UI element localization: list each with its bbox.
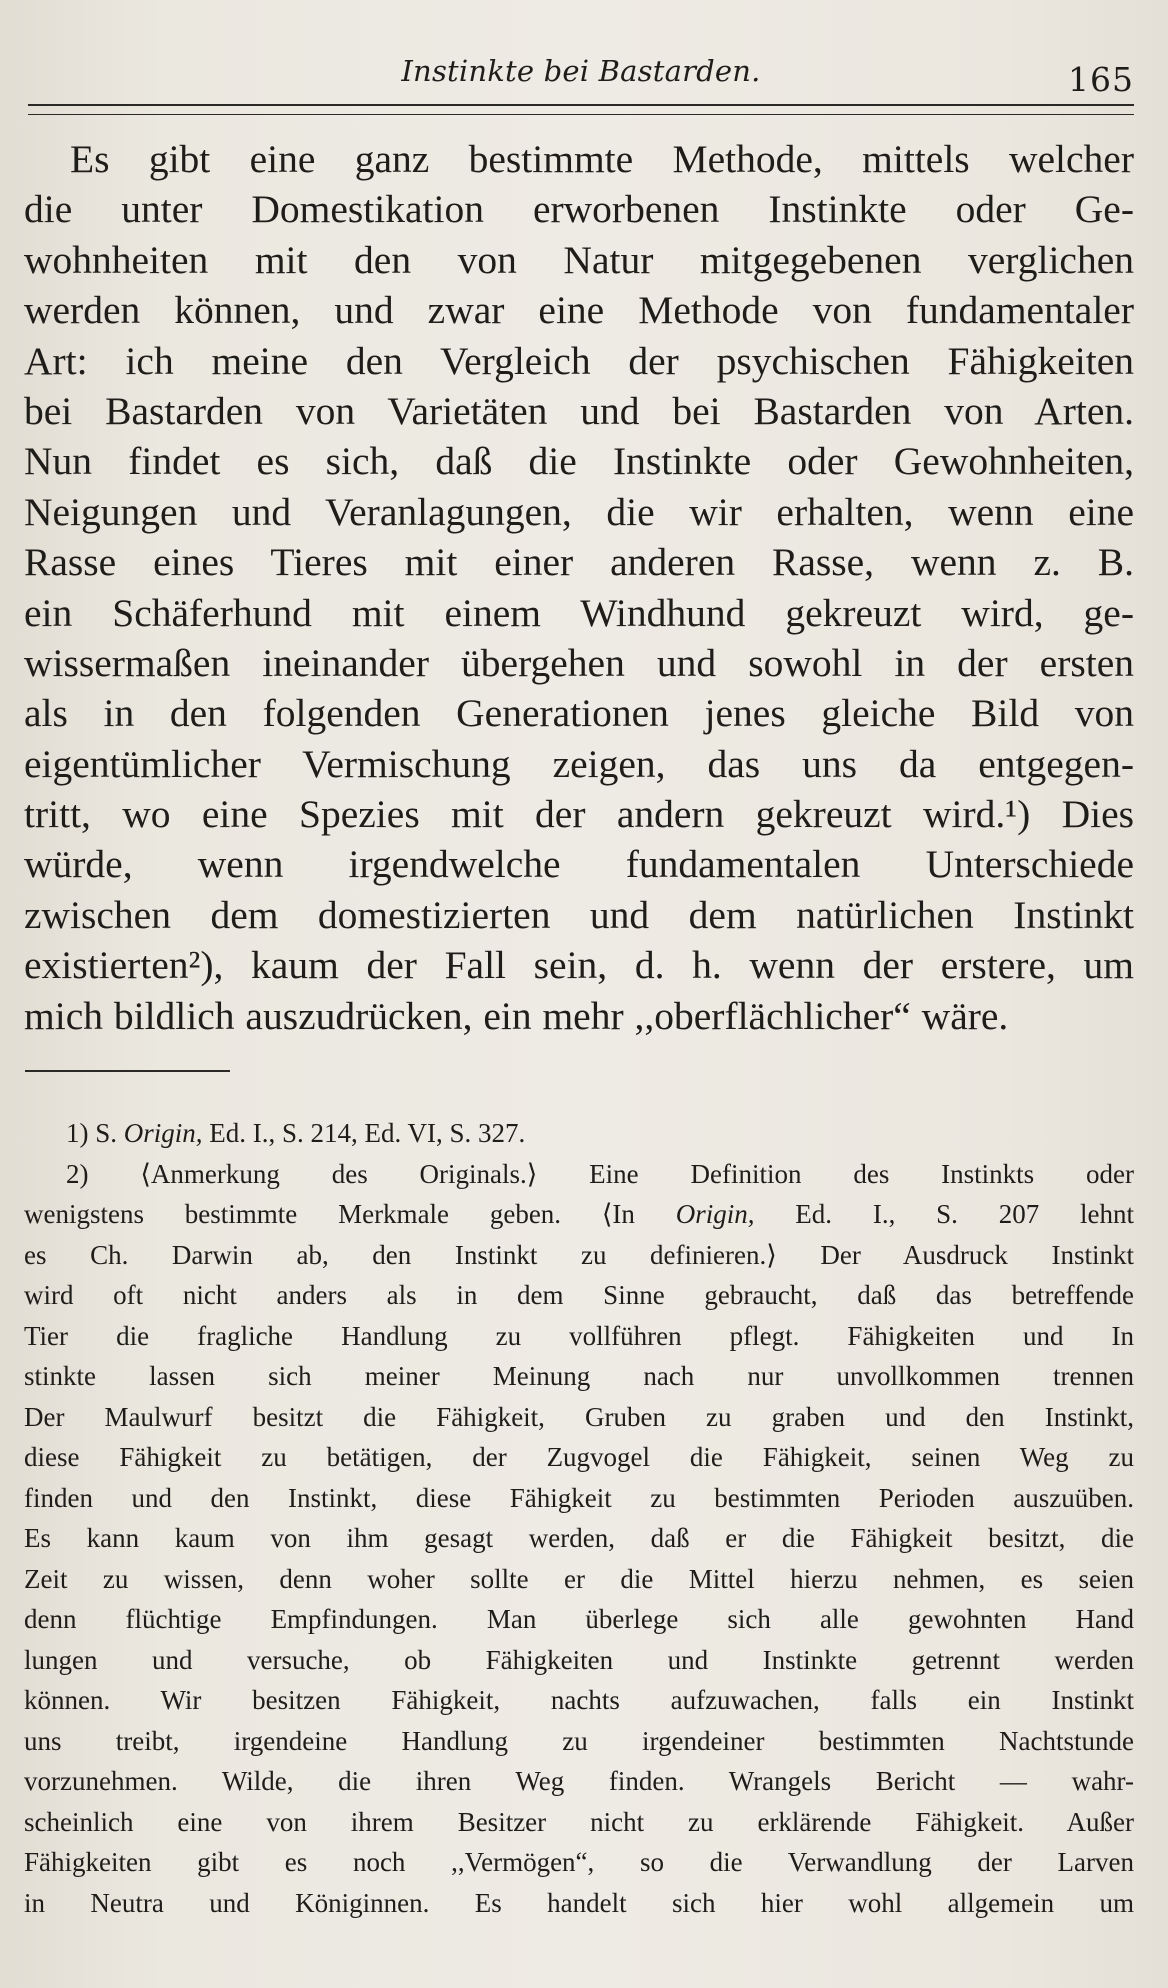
text-line: wohnheiten mit den von Natur mitgegebenen verglichen <box>24 237 1134 282</box>
text-line: Neigungen und Veranlagungen, die wir erhalten, wenn eine <box>24 489 1134 534</box>
text-line: existierten²), kaum der Fall sein, d. h. wenn der erstere, um <box>24 943 1134 988</box>
text-line: Art: ich meine den Vergleich der psychischen Fähigkeiten <box>24 338 1134 383</box>
footnote-2-line: Es kann kaum von ihm gesagt werden, daß er die Fähigkeit besitzt, die <box>24 1523 1134 1553</box>
footnotes <box>24 1113 1134 1923</box>
text-line: Es gibt eine ganz bestimmte Methode, mittels welcher <box>70 137 1134 181</box>
text-line: wissermaßen ineinander übergehen und sowohl in der ersten <box>24 640 1134 685</box>
footnote-text: Ed. I., S. 207 lehnt <box>795 1199 1134 1229</box>
footnote-2-line: in Neutra und Königinnen. Es handelt sich hier wohl allgemein um <box>24 1887 1134 1918</box>
footnote-2-line: es Ch. Darwin ab, den Instinkt zu definieren.⟩ Der Ausdruck Instinkt <box>24 1239 1134 1270</box>
text-line: tritt, wo eine Spezies mit der andern gekreuzt wird.¹) Dies <box>24 792 1134 837</box>
text-line: die unter Domestikation erworbenen Instinkte oder Ge- <box>24 187 1134 232</box>
footnote-2-line: können. Wir besitzen Fähigkeit, nachts aufzuwachen, falls ein Instinkt <box>24 1685 1134 1715</box>
footnote-2-line <box>24 1154 1134 1195</box>
text-line: als in den folgenden Generationen jenes gleiche Bild von <box>24 691 1134 736</box>
text-line: würde, wenn irgendwelche fundamentalen Unterschiede <box>24 842 1134 887</box>
footnote-2-line: denn flüchtige Empfindungen. Man überlege sich alle gewohnten Hand <box>24 1604 1134 1634</box>
footnote-1 <box>24 1113 1134 1154</box>
footnote-2-line: lungen und versuche, ob Fähigkeiten und Instinkte getrennt werden <box>24 1644 1134 1675</box>
footnote-2-line: Zeit zu wissen, denn woher sollte er die Mittel hierzu nehmen, es seien <box>24 1563 1134 1594</box>
footnote-2-line: diese Fähigkeit zu betätigen, der Zugvogel die Fähigkeit, seinen Weg zu <box>24 1442 1134 1472</box>
running-header <box>28 50 1134 100</box>
main-paragraph <box>24 134 1134 1041</box>
footnote-text: S. <box>95 1118 118 1148</box>
footnote-2-line: stinkte lassen sich meiner Meinung nach nur unvollkommen trennen <box>24 1361 1134 1391</box>
footnote-2-line: finden und den Instinkt, diese Fähigkeit zu bestimmten Perioden auszuüben. <box>24 1482 1134 1513</box>
footnote-text: ⟨Anmerkung des Originals.⟩ Eine Definition des Instinkts oder <box>140 1158 1135 1189</box>
footnote-italic-title: Origin, <box>675 1199 755 1229</box>
footnote-marker: 2) <box>66 1158 89 1189</box>
text-line: Nun findet es sich, daß die Instinkte oder Gewohnheiten, <box>24 439 1134 484</box>
text-line: zwischen dem domestizierten und dem natürlichen Instinkt <box>24 892 1134 937</box>
footnote-2-line: uns treibt, irgendeine Handlung zu irgendeiner bestimmten Nachtstunde <box>24 1725 1134 1756</box>
text-line: eigentümlicher Vermischung zeigen, das uns da entgegen- <box>24 741 1134 786</box>
footnote-marker: 1) <box>66 1118 89 1148</box>
footnote-2-line: wird oft nicht anders als in dem Sinne gebraucht, daß das betreffende <box>24 1280 1134 1310</box>
text-line: bei Bastarden von Varietäten und bei Bastarden von Arten. <box>24 388 1134 433</box>
footnote-text: wenigstens bestimmte Merkmale geben. ⟨In <box>24 1199 635 1229</box>
running-title: Instinkte bei Bastarden. <box>401 54 761 88</box>
page-number: 165 <box>1068 60 1134 99</box>
footnote-separator <box>25 1070 230 1072</box>
footnote-2-line: Fähigkeiten gibt es noch ,,Vermögen“, so die Verwandlung der Larven <box>24 1847 1134 1877</box>
text-line: ein Schäferhund mit einem Windhund gekreuzt wird, ge- <box>24 590 1134 635</box>
footnote-text: Ed. I., S. 214, Ed. VI, S. 327. <box>209 1118 526 1148</box>
footnote-italic-title: Origin, <box>123 1118 203 1148</box>
footnote-2-line: vorzunehmen. Wilde, die ihren Weg finden. Wrangels Bericht — wahr- <box>24 1766 1134 1796</box>
footnote-2-line: scheinlich eine von ihrem Besitzer nicht zu erklärende Fähigkeit. Außer <box>24 1806 1134 1837</box>
footnote-2-line <box>24 1194 1134 1235</box>
header-rule <box>28 104 1134 115</box>
footnote-2-line: Der Maulwurf besitzt die Fähigkeit, Gruben zu graben und den Instinkt, <box>24 1401 1134 1432</box>
text-line: werden können, und zwar eine Methode von fundamentaler <box>24 288 1134 333</box>
footnote-2-line: Tier die fragliche Handlung zu vollführen pflegt. Fähigkeiten und In <box>24 1320 1134 1351</box>
text-line: mich bildlich auszudrücken, ein mehr ,,oberflächlicher“ wäre. <box>24 993 1009 1038</box>
text-line: Rasse eines Tieres mit einer anderen Rasse, wenn z. B. <box>24 540 1134 585</box>
